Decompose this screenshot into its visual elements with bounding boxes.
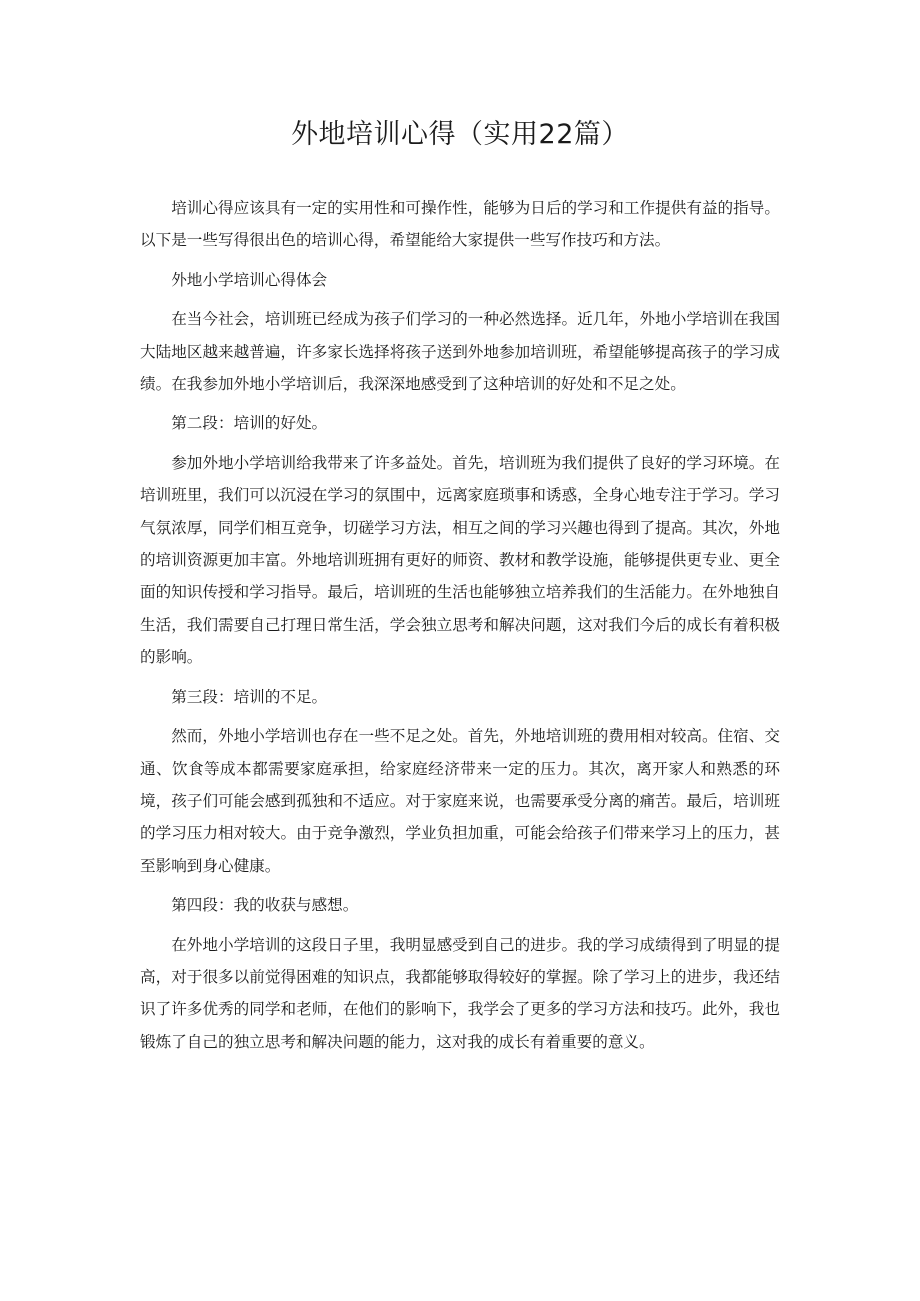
document-body [140,192,780,1065]
section-heading: 第二段：培训的好处。 [171,414,328,433]
section-heading: 第四段：我的收获与感想。 [171,896,359,915]
body-paragraph: 在当今社会，培训班已经成为孩子们学习的一种必然选择。近几年，外地小学培训在我国大陆地区越来越普遍，许多家长选择将孩子送到外地参加培训班，希望能够提高孩子的学习成绩。在我参加外地小学培训后，我深深地感受到了这种培训的好处和不足之处。 [140,310,780,394]
document-title: 外地培训心得（实用22篇） [291,119,629,150]
intro-paragraph: 培训心得应该具有一定的实用性和可操作性，能够为日后的学习和工作提供有益的指导。以下是一些写得很出色的培训心得，希望能给大家提供一些写作技巧和方法。 [140,199,780,250]
section-heading: 第三段：培训的不足。 [171,687,328,706]
body-paragraph: 参加外地小学培训给我带来了许多益处。首先，培训班为我们提供了良好的学习环境。在培训班里，我们可以沉浸在学习的氛围中，远离家庭琐事和诱惑，全身心地专注于学习。学习气氛浓厚，同学们相互竞争，切磋学习方法，相互之间的学习兴趣也得到了提高。其次，外地的培训资源更加丰富。外地培训班拥有更好的师资、教材和教学设施，能够提供更专业、更全面的知识传授和学习指导。最后，培训班的生活也能够独立培养我们的生活能力。在外地独自生活，我们需要自己打理日常生活，学会独立思考和解决问题，这对我们今后的成长有着积极的影响。 [140,453,780,667]
body-paragraph: 在外地小学培训的这段日子里，我明显感受到自己的进步。我的学习成绩得到了明显的提高，对于很多以前觉得困难的知识点，我都能够取得较好的掌握。除了学习上的进步，我还结识了许多优秀的同学和老师，在他们的影响下，我学会了更多的学习方法和技巧。此外，我也锻炼了自己的独立思考和解决问题的能力，这对我的成长有着重要的意义。 [140,935,780,1051]
body-paragraph: 然而，外地小学培训也存在一些不足之处。首先，外地培训班的费用相对较高。住宿、交通、饮食等成本都需要家庭承担，给家庭经济带来一定的压力。其次，离开家人和熟悉的环境，孩子们可能会感到孤独和不适应。对于家庭来说，也需要承受分离的痛苦。最后，培训班的学习压力相对较大。由于竞争激烈，学业负担加重，可能会给孩子们带来学习上的压力，甚至影响到身心健康。 [140,727,780,875]
section-heading: 外地小学培训心得体会 [171,270,328,289]
